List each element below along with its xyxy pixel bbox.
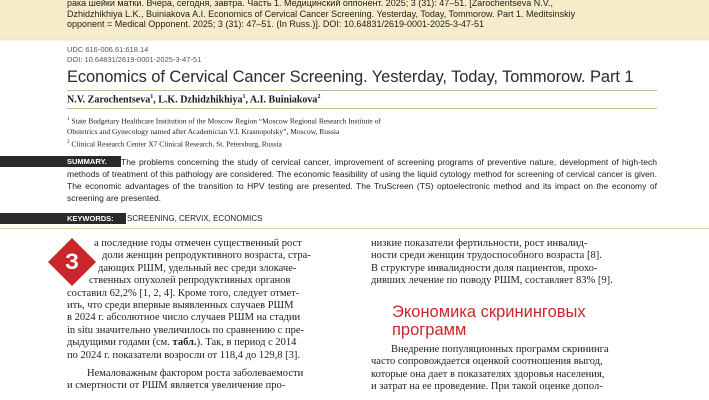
body-line: ственных опухолей репродуктивных органов <box>89 275 291 287</box>
body-text: ). Так, в период с 2014 <box>196 337 297 349</box>
citation-line-3: opponent = Medical Opponent. 2025; 3 (31): 47–51. (In Russ.)]. DOI: 10.64831/2619-0001-2025-3-47-51 <box>67 19 485 29</box>
body-right-column-top <box>371 238 658 288</box>
body-line: дивших лечение по поводу РШМ, составляет 83% [9]. <box>371 275 613 287</box>
body-line: по 2024 г. показатели возросли от 118,4 до 129,8 [3]. <box>67 349 300 361</box>
affiliation-2 <box>67 138 282 150</box>
body-line: в 2024 г. абсолютное число случаев РШМ на стадии <box>67 312 301 324</box>
body-line: и затрат на ее проведение. При такой оценке допол- <box>371 381 603 393</box>
affiliation-1 <box>67 115 381 138</box>
citation-line-2: Dzhidzhikhiya L.K., Buiniakova A.I. Economics of Cervical Cancer Screening. Yesterday, Today, Tommorow. Part 1. Meditsinskiy <box>67 8 576 19</box>
body-line: Немаловажным фактором роста заболеваемости <box>87 368 304 380</box>
author-affiliation-mark: 1 <box>242 94 246 100</box>
authors-divider <box>67 108 657 109</box>
body-line: in situ значительно увеличилось по сравнению с пре- <box>67 324 304 336</box>
author-affiliation-mark: 1 <box>150 94 154 100</box>
affiliation-number: 2 <box>67 140 70 145</box>
body-line: а последние годы отмечен существенный рост <box>94 238 302 249</box>
body-line: ности среди женщин трудоспособного возраста [8]. <box>371 250 602 262</box>
body-line: В структуре инвалидности доля пациентов, прохо- <box>371 262 598 274</box>
author-name: L.K. Dzhidzhikhiya <box>158 94 243 106</box>
citation-shadow <box>0 38 709 42</box>
header-body-divider <box>0 228 709 229</box>
affiliation-line: Obstetrics and Gynecology named after Academician V.I. Krasnopolsky”, Moscow, Russia <box>67 127 340 136</box>
citation-text <box>67 0 667 30</box>
title-divider <box>67 90 657 91</box>
body-right-column-bottom <box>371 344 658 394</box>
body-line <box>67 337 355 349</box>
body-left-column <box>67 238 355 393</box>
body-line: часто сопровождается оценкой соотношения выгод, <box>371 356 603 368</box>
body-line: которые она дает в показателях здоровья населения, <box>371 368 605 380</box>
keywords-text: SCREENING, CERVIX, ECONOMICS <box>127 214 263 223</box>
body-line: Внедрение популяционных программ скрининга <box>391 344 609 355</box>
article-title: Economics of Cervical Cancer Screening. Yesterday, Today, Tommorow. Part 1 <box>67 68 634 86</box>
drop-cap-letter: З <box>65 249 79 274</box>
section-heading: Экономика скрининговых программ <box>392 303 586 339</box>
summary-text: The problems concerning the study of cervical cancer, improvement of screening programs of preventive nature, development of high-tech methods of treatment of this pathology are considered. The economic feasibility of using the liquid cytology method for screening of cervical cancer is given. The economic advantages of the transition to HPV testing are presented. The TruScreen (TS) optoelectronic method and its impact on the economy of screening are presented. <box>67 157 657 203</box>
body-line: доли женщин репродуктивного возраста, стра- <box>102 250 311 262</box>
body-line: дающих РШМ, удельный вес среди злокаче- <box>98 262 297 274</box>
author-list: N.V. Zarochentseva$^1$, L.K. Dzhidzhikhiya$^1$, A.I. Buiniakova$^2$ <box>67 94 321 106</box>
author-affiliation-mark: 2 <box>317 94 321 100</box>
table-reference: табл. <box>172 337 197 349</box>
author-name: A.I. Buiniakova <box>249 94 318 106</box>
keywords-label: KEYWORDS: <box>0 213 126 224</box>
body-line: ить, что среди впервые выявленных случаев РШМ <box>67 300 294 312</box>
affiliation-line: Clinical Research Center X7 Clinical Research, St. Petersburg, Russia <box>71 139 282 149</box>
body-line: и смертности от РШМ является увеличение про- <box>67 380 286 392</box>
author-name: N.V. Zarochentseva <box>67 94 151 106</box>
doi-line: DOI: 10.64831/2619-0001-2025-3-47-51 <box>67 55 202 64</box>
body-line: составил 62,2% [1, 2, 4]. Кроме того, следует отмет- <box>67 287 300 299</box>
body-text: дыдущими годами (см. <box>67 337 173 349</box>
affiliation-number: 1 <box>67 117 70 122</box>
affiliation-line: State Budgetary Healthcare Institution of the Moscow Region “Moscow Regional Research Institute of <box>71 116 381 126</box>
udc-code: UDC 616-006.61:618.14 <box>67 45 149 54</box>
citation-line-1: рака шейки матки. Вчера, сегодня, завтра. Часть 1. Медицинский оппонент. 2025; 3 (31): 47–51. [Zarochentseva N.V., <box>67 0 553 8</box>
summary-label: SUMMARY. <box>0 156 121 167</box>
body-line: низкие показатели фертильности, рост инвалид- <box>371 238 588 249</box>
citation-band <box>0 0 709 38</box>
